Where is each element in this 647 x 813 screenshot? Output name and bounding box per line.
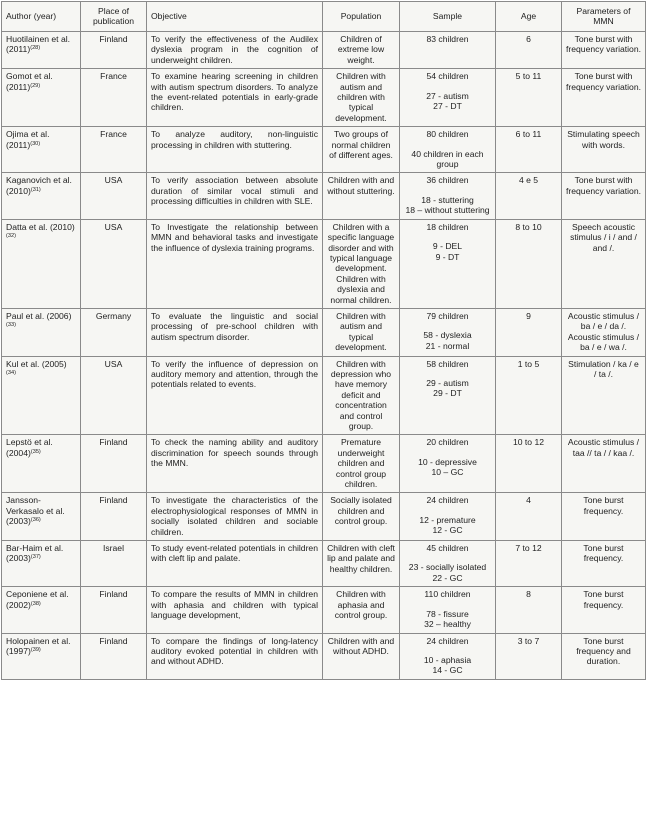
sample-subgroup-2: 32 – healthy	[424, 619, 471, 630]
sample-cell	[400, 69, 496, 127]
author-text: Kul et al. (2005)	[6, 358, 67, 369]
reference-number: (30)	[30, 140, 41, 147]
place-cell: Finland	[81, 32, 147, 69]
sample-subgroup-2: 10 – GC	[431, 467, 464, 478]
reference-number: (39)	[30, 646, 41, 653]
author-cell	[2, 633, 81, 679]
author-text: Lepstö et al. (2004)	[6, 437, 53, 458]
sample-total: 58 children	[426, 358, 469, 369]
sample-total: 80 children	[426, 129, 469, 140]
sample-cell	[400, 219, 496, 308]
reference-number: (35)	[30, 448, 41, 455]
sample-cell	[400, 127, 496, 173]
sample-subgroup-2: 9 - DT	[435, 251, 460, 262]
parameters-cell: Tone burst frequency.	[562, 493, 646, 541]
table-row	[2, 587, 646, 633]
table-row	[2, 541, 646, 587]
author-cell	[2, 219, 81, 308]
header-age: Age	[496, 2, 562, 32]
population-cell: Children of extreme low weight.	[323, 32, 400, 69]
author-cell	[2, 173, 81, 219]
population-cell: Children with aphasia and control group.	[323, 587, 400, 633]
sample-total: 45 children	[426, 543, 469, 554]
parameters-cell: Tone burst frequency.	[562, 541, 646, 587]
header-parameters: Parameters of MMN	[562, 2, 646, 32]
sample-cell	[400, 541, 496, 587]
parameters-cell: Tone burst frequency and duration.	[562, 633, 646, 679]
reference-number: (37)	[30, 554, 41, 561]
parameters-cell: Stimulating speech with words.	[562, 127, 646, 173]
table-row	[2, 219, 646, 308]
age-cell: 10 to 12	[496, 435, 562, 493]
sample-cell	[400, 356, 496, 435]
objective-cell: To analyze auditory, non-linguistic processing in children with stuttering.	[147, 127, 323, 173]
objective-cell: To examine hearing screening in children with autism spectrum disorders. To analyze the event-related potentials in early-grade children.	[147, 69, 323, 127]
sample-total: 20 children	[426, 437, 469, 448]
reference-number: (36)	[30, 517, 41, 524]
sample-subgroup-1: 12 - premature	[419, 514, 476, 525]
author-cell	[2, 308, 81, 356]
age-cell: 4	[496, 493, 562, 541]
author-cell	[2, 493, 81, 541]
header-objective: Objective	[147, 2, 323, 32]
reference-number: (38)	[30, 600, 41, 607]
author-cell	[2, 32, 81, 69]
place-cell: Germany	[81, 308, 147, 356]
age-cell: 9	[496, 308, 562, 356]
sample-total: 18 children	[426, 221, 469, 232]
place-cell: USA	[81, 356, 147, 435]
place-cell: Finland	[81, 633, 147, 679]
sample-subgroup-2: 21 - normal	[425, 340, 470, 351]
population-cell: Children with a specific language disorder and with typical language development. Children with dyslexia and normal children.	[323, 219, 400, 308]
population-cell: Children with cleft lip and palate and healthy children.	[323, 541, 400, 587]
sample-total: 54 children	[426, 71, 469, 82]
age-cell: 6	[496, 32, 562, 69]
author-text: Paul et al. (2006)	[6, 310, 72, 321]
place-cell: Finland	[81, 587, 147, 633]
place-cell: Finland	[81, 435, 147, 493]
parameters-cell: Tone burst with frequency variation.	[562, 32, 646, 69]
studies-table	[1, 1, 646, 680]
population-cell: Socially isolated children and control group.	[323, 493, 400, 541]
table-row	[2, 633, 646, 679]
objective-cell: To Investigate the relationship between MMN and behavioral tasks and investigate the influence of dyslexia training programs.	[147, 219, 323, 308]
header-place: Place of publication	[81, 2, 147, 32]
population-cell: Children with depression who have memory deficit and concentration and control group.	[323, 356, 400, 435]
sample-subgroup-2: 29 - DT	[433, 388, 462, 399]
author-text: Holopainen et al. (1997)	[6, 635, 71, 656]
objective-cell: To investigate the characteristics of the electrophysiological responses of MMN in socially isolated children and sociable children.	[147, 493, 323, 541]
age-cell: 8	[496, 587, 562, 633]
table-row	[2, 173, 646, 219]
sample-subgroup-1: 58 - dyslexia	[423, 330, 472, 341]
place-cell: France	[81, 69, 147, 127]
objective-cell: To compare the results of MMN in children with aphasia and children with typical language development,	[147, 587, 323, 633]
table-row	[2, 356, 646, 435]
author-cell	[2, 587, 81, 633]
author-text: Ojima et al. (2011)	[6, 129, 50, 150]
sample-cell	[400, 435, 496, 493]
sample-total: 24 children	[426, 495, 469, 506]
sample-total: 36 children	[426, 175, 469, 186]
sample-subgroup-1: 9 - DEL	[432, 241, 463, 252]
age-cell: 7 to 12	[496, 541, 562, 587]
population-cell: Children with autism and children with typical development.	[323, 69, 400, 127]
sample-subgroup-2: 22 - GC	[432, 572, 463, 583]
author-text: Bar-Haim et al. (2003)	[6, 543, 64, 564]
population-cell: Children with and without ADHD.	[323, 633, 400, 679]
population-cell: Premature underweight children and control group children.	[323, 435, 400, 493]
sample-subgroup-2: 14 - GC	[432, 665, 463, 676]
author-cell	[2, 127, 81, 173]
sample-subgroup-2: 18 – without stuttering	[405, 205, 490, 216]
objective-cell: To verify the influence of depression on auditory memory and attention, through the potentials related to events.	[147, 356, 323, 435]
parameters-cell: Tone burst frequency.	[562, 587, 646, 633]
author-cell	[2, 356, 81, 435]
sample-total: 110 children	[424, 589, 471, 600]
sample-total: 79 children	[426, 310, 469, 321]
sample-subgroup-1: 18 - stuttering	[421, 194, 474, 205]
population-cell: Children with autism and typical development.	[323, 308, 400, 356]
sample-cell	[400, 308, 496, 356]
table-row	[2, 69, 646, 127]
reference-number: (31)	[30, 186, 41, 193]
table-row	[2, 32, 646, 69]
place-cell: Israel	[81, 541, 147, 587]
place-cell: Finland	[81, 493, 147, 541]
sample-subgroup-1: 23 - socially isolated	[408, 562, 487, 573]
table-body	[2, 32, 646, 680]
parameters-cell: Acoustic stimulus / ba / e / da /. Acoustic stimulus / ba / e / wa /.	[562, 308, 646, 356]
parameters-cell: Speech acoustic stimulus / i / and / and /.	[562, 219, 646, 308]
sample-subgroup-2: 27 - DT	[433, 101, 462, 112]
population-cell: Children with and without stuttering.	[323, 173, 400, 219]
table-row	[2, 127, 646, 173]
author-text: Jansson-Verkasalo et al. (2003)	[6, 495, 65, 527]
author-text: Gomot et al. (2011)	[6, 71, 53, 92]
objective-cell: To compare the findings of long-latency auditory evoked potential in children with and without ADHD.	[147, 633, 323, 679]
reference-number: (34)	[6, 369, 16, 376]
author-cell	[2, 435, 81, 493]
sample-cell	[400, 493, 496, 541]
parameters-cell: Stimulation / ka / e / ta /.	[562, 356, 646, 435]
sample-subgroup-1: 27 - autism	[426, 90, 469, 101]
header-sample: Sample	[400, 2, 496, 32]
reference-number: (28)	[30, 45, 41, 52]
sample-subgroup-1: 40 children in each group	[411, 148, 484, 170]
age-cell: 4 e 5	[496, 173, 562, 219]
objective-cell: To check the naming ability and auditory discrimination for speech sounds through the MMN.	[147, 435, 323, 493]
place-cell: USA	[81, 173, 147, 219]
sample-subgroup-2: 12 - GC	[432, 525, 463, 536]
table-row	[2, 308, 646, 356]
parameters-cell: Acoustic stimulus / taa // ta / / kaa /.	[562, 435, 646, 493]
table-row	[2, 435, 646, 493]
author-text: Huotilainen et al. (2011)	[6, 34, 71, 55]
header-population: Population	[323, 2, 400, 32]
objective-cell: To verify association between absolute duration of similar vocal stimuli and processing difficulties in children with SLE.	[147, 173, 323, 219]
author-cell	[2, 541, 81, 587]
age-cell: 5 to 11	[496, 69, 562, 127]
sample-subgroup-1: 10 - depressive	[418, 456, 477, 467]
objective-cell: To evaluate the linguistic and social processing of pre-school children with autism spectrum disorder.	[147, 308, 323, 356]
objective-cell: To verify the effectiveness of the Audilex dyslexia program in the cognition of underweight children.	[147, 32, 323, 69]
author-cell	[2, 69, 81, 127]
sample-subgroup-1: 10 - aphasia	[423, 654, 472, 665]
place-cell: USA	[81, 219, 147, 308]
sample-total: 24 children	[426, 635, 469, 646]
age-cell: 8 to 10	[496, 219, 562, 308]
reference-number: (33)	[6, 322, 16, 329]
sample-cell	[400, 633, 496, 679]
reference-number: (32)	[6, 233, 16, 240]
author-text: Ceponiene et al. (2002)	[6, 589, 69, 610]
sample-subgroup-1: 29 - autism	[426, 377, 469, 388]
author-text: Kaganovich et al. (2010)	[6, 175, 72, 196]
age-cell: 3 to 7	[496, 633, 562, 679]
place-cell: France	[81, 127, 147, 173]
sample-cell	[400, 32, 496, 69]
author-text: Datta et al. (2010)	[6, 221, 75, 232]
table-row	[2, 493, 646, 541]
header-author: Author (year)	[2, 2, 81, 32]
header-row	[2, 2, 646, 32]
population-cell: Two groups of normal children of different ages.	[323, 127, 400, 173]
age-cell: 1 to 5	[496, 356, 562, 435]
sample-subgroup-1: 78 - fissure	[426, 608, 469, 619]
reference-number: (29)	[30, 82, 41, 89]
parameters-cell: Tone burst with frequency variation.	[562, 69, 646, 127]
sample-total: 83 children	[426, 34, 469, 44]
parameters-cell: Tone burst with frequency variation.	[562, 173, 646, 219]
objective-cell: To study event-related potentials in children with cleft lip and palate.	[147, 541, 323, 587]
age-cell: 6 to 11	[496, 127, 562, 173]
sample-cell	[400, 587, 496, 633]
sample-cell	[400, 173, 496, 219]
